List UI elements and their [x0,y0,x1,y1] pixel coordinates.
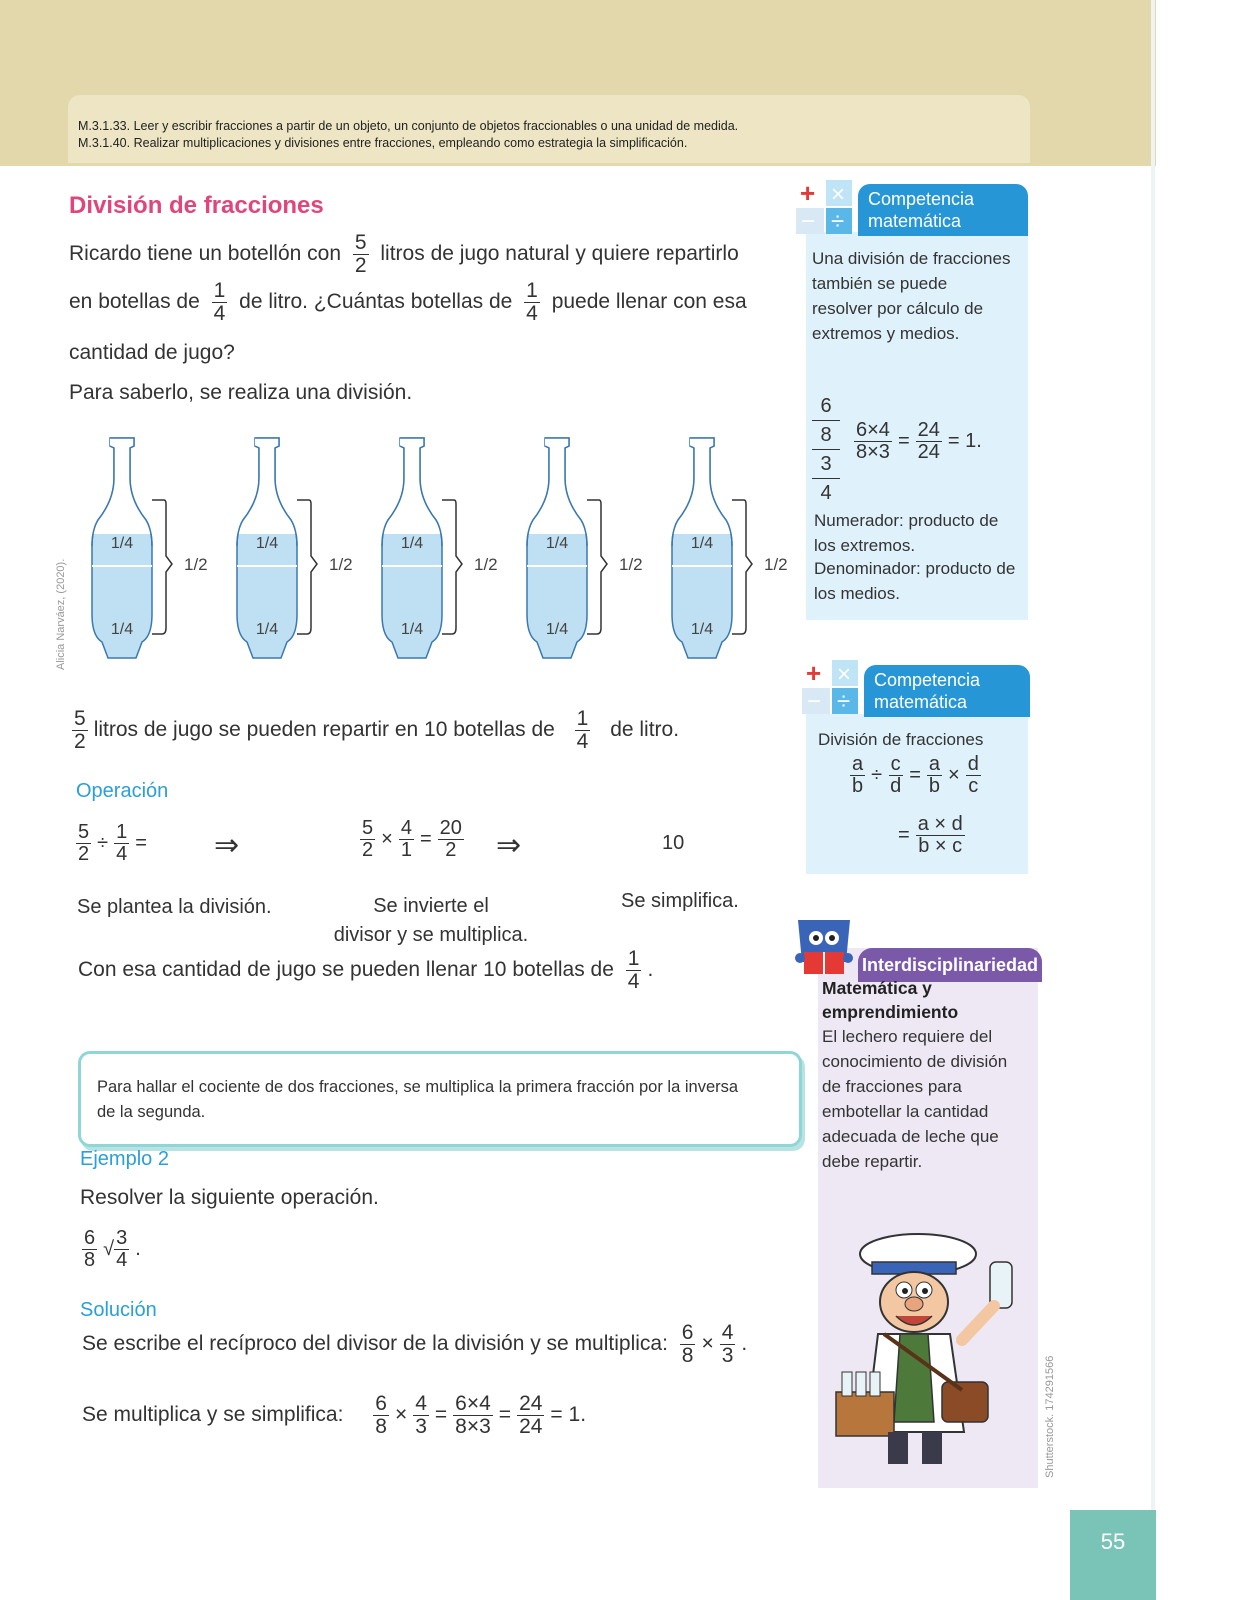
fraction-product [854,420,892,463]
intro-text-5: puede llenar con esa [551,290,747,314]
ejemplo-heading: Ejemplo 2 [80,1148,169,1170]
fraction-6-8 [373,1393,389,1438]
brace [587,500,607,634]
bottles-illustration [60,430,800,680]
num: 6 [375,1392,387,1415]
stack-n2: 3 [812,450,840,479]
half-label: 1/2 [764,555,788,574]
den: 2 [354,254,367,278]
intro-text-3: en botellas de [69,290,200,314]
numerador-text: Numerador: producto de los extremos. [814,511,999,555]
den: 8 [84,1249,96,1271]
division-rule-expression [844,754,987,797]
divide-sign: ÷ [871,763,883,786]
den: 8×3 [455,1415,491,1439]
brace [297,500,317,634]
step1-caption: Se plantea la división. [77,896,272,918]
fraction-1-4 [524,280,540,325]
den: b [928,775,941,797]
competencia-heading-2 [864,665,1030,717]
conclusion-line [78,948,653,993]
fraction-4-1 [399,818,414,861]
fraction-5-2 [360,818,375,861]
den: 4 [526,302,538,326]
den: 3 [415,1415,427,1439]
num: 6 [84,1227,96,1249]
solucion-text-1: Se escribe el recíproco del divisor de la división y se multiplica: [82,1332,668,1356]
num: 24 [519,1392,543,1415]
fraction-a-b [927,754,942,797]
bottle [382,438,498,658]
step2-expression [360,818,470,861]
skill-1: M.3.1.33. Leer y escribir fracciones a partir de un objeto, un conjunto de objetos fraccionables o una unidad de medida. [78,119,739,133]
svg-text:−: − [807,688,822,715]
section-title: División de fracciones [69,192,324,219]
bottle [92,438,208,658]
den: b [852,775,864,797]
quarter-label: 1/4 [400,535,424,552]
num: 6 [681,1321,694,1344]
num: 4 [400,817,412,839]
fraction-5-2 [72,708,88,753]
brace [152,500,172,634]
num: 6×4 [856,419,890,441]
stack-n1: 6 [812,392,840,421]
num: d [967,753,979,775]
fraction-d-c [966,754,981,797]
den: 24 [519,1415,543,1439]
num: a [852,753,864,775]
equals-sign: = [898,823,910,846]
den: 2 [74,730,86,754]
result-text-1: litros de jugo se pueden repartir en 10 botellas de [93,718,555,742]
equals-sign: = [897,429,910,452]
ejemplo-instruction: Resolver la siguiente operación. [80,1186,379,1209]
fraction-a-b [850,754,865,797]
arrow-icon: ⇒ [496,829,522,862]
intro-line-2 [69,280,747,325]
ejemplo-expression [82,1228,141,1271]
num: 1 [627,947,640,970]
fraction-6-8 [82,1228,97,1271]
extremos-medios-expression [812,392,1022,504]
intro-line-4: Para saberlo, se realiza una división. [69,381,413,404]
operacion-heading: Operación [76,780,169,802]
fraction-1-4 [575,708,591,753]
divide-sign: ÷ [97,831,109,854]
bottle-empty-part [672,438,732,534]
num: 5 [354,231,367,254]
num: a × d [917,813,963,835]
interdisciplinariedad-text: El lechero requiere del conocimiento de división de fracciones para embotellar la cantidad adecuada de leche que debe repartir. [822,1027,1008,1171]
quarter-label: 1/4 [545,621,569,638]
fraction-1-4 [114,822,129,865]
intro-text-2: litros de jugo natural y quiere repartirlo [380,242,739,266]
fraction-1-4 [212,280,228,325]
num: 5 [78,821,90,843]
bottle-empty-part [92,438,152,534]
times-sign: × [394,1403,408,1427]
fraction-c-d [888,754,903,797]
den: 3 [721,1344,734,1368]
equals-sign: = [498,1403,512,1427]
times-sign: × [701,1332,714,1356]
bottle-empty-part [237,438,297,534]
skills-text [78,118,738,152]
fraction-20-2 [438,818,464,861]
half-label: 1/2 [184,555,208,574]
times-sign: × [381,827,393,850]
stack-d1: 8 [812,421,840,450]
result: = 1. [947,429,982,452]
bottle-empty-part [527,438,587,534]
num: 1 [576,707,589,730]
fraction-5-2 [353,232,369,277]
rule-note-text: Para hallar el cociente de dos fracciones, se multiplica la primera fracción por la inversa de la segunda. [97,1078,739,1121]
math-operators-icon [802,660,866,716]
den: 2 [78,843,90,865]
stack-d2: 4 [820,482,832,504]
brace [442,500,462,634]
num: 20 [439,817,462,839]
period: . [135,1237,141,1260]
quarter-label: 1/4 [255,535,279,552]
equals-sign: = [434,1403,448,1427]
reading-mascot-icon [788,912,860,984]
equals-sign: = [909,763,921,786]
image-credit: Alicia Narváez, (2020). [55,558,67,670]
step2-caption-1: Se invierte el [373,895,489,917]
fraction-6-8 [680,1322,696,1367]
stacked-fraction [812,392,840,507]
result-text-2: de litro. [610,718,680,742]
result: = 1. [550,1403,587,1427]
solucion-text-2: Se multiplica y se simplifica: [82,1403,344,1427]
heading-line-1: Competencia [874,670,981,690]
quarter-label: 1/4 [110,621,134,638]
num: 6×4 [455,1392,491,1415]
solucion-line-2 [82,1393,586,1438]
division-rule-result [898,814,971,857]
num: 4 [721,1321,734,1344]
den: 4 [627,970,640,994]
extremos-result [848,420,982,463]
step1-expression [76,822,147,865]
illustration-credit: Shutterstock. 174291566 [1044,1355,1056,1478]
den: 4 [116,1249,128,1271]
result-line [72,708,679,753]
intro-line-1 [69,232,739,277]
bottle [672,438,788,658]
intro-line-3: cantidad de jugo? [69,341,235,364]
math-operators-icon [796,180,860,236]
svg-text:×: × [831,181,846,208]
step3-value: 10 [662,832,685,854]
svg-text:+: + [806,660,822,688]
svg-text:+: + [800,180,816,208]
den: 4 [213,302,226,326]
times-sign: × [948,763,960,786]
period: . [741,1332,748,1356]
equals-sign: = [419,827,432,850]
milkman-illustration [822,1222,1022,1472]
num: 1 [526,279,538,302]
competencia-2-title: División de fracciones [818,730,984,749]
operator-sign: √ [103,1237,115,1260]
heading-line-2: matemática [874,692,968,712]
quarter-label: 1/4 [690,621,714,638]
half-label: 1/2 [329,555,353,574]
den: 2 [445,839,457,861]
skill-2: M.3.1.40. Realizar multiplicaciones y divisiones entre fracciones, empleando como estrategia la simplificación. [78,136,688,150]
den: 4 [116,843,128,865]
heading-line-2: matemática [868,211,962,231]
num: 5 [74,707,86,730]
step3-caption: Se simplifica. [621,890,739,912]
quarter-label: 1/4 [255,621,279,638]
page-number: 55 [1070,1510,1156,1600]
num: 1 [213,279,226,302]
period: . [647,958,654,982]
quarter-label: 1/4 [690,535,714,552]
num: 24 [917,419,940,441]
intro-text-4: de litro. ¿Cuántas botellas de [239,290,513,314]
den: 1 [400,839,412,861]
den: 2 [362,839,374,861]
competencia-text-1: Una división de fracciones también se puede resolver por cálculo de extremos y medios. [812,249,1011,343]
interdisciplinariedad-heading: Interdisciplinariedad [858,948,1042,982]
num: 5 [362,817,374,839]
den: 24 [917,441,940,463]
solucion-heading: Solución [80,1299,157,1321]
bottle [527,438,643,658]
conclusion-text: Con esa cantidad de jugo se pueden llenar 10 botellas de [78,958,614,982]
fraction-ad-bc [916,814,965,857]
fraction-1-4 [626,948,642,993]
svg-text:−: − [801,208,816,235]
fraction-24-24 [517,1393,544,1438]
den: 8 [681,1344,694,1368]
den: c [968,775,979,797]
fraction-4-3 [413,1393,429,1438]
bottle-empty-part [382,438,442,534]
quarter-label: 1/4 [400,621,424,638]
heading-line-1: Competencia [868,189,975,209]
fraction-4-3 [720,1322,736,1367]
fraction-5-2 [76,822,91,865]
svg-text:÷: ÷ [831,208,845,235]
quarter-label: 1/4 [110,535,134,552]
fraction-24-24 [916,420,942,463]
brace [732,500,752,634]
den: 8×3 [856,441,890,463]
quarter-label: 1/4 [545,535,569,552]
arrow-icon: ⇒ [214,829,240,862]
intro-text-1: Ricardo tiene un botellón con [69,242,342,266]
bottle [237,438,353,658]
step2-caption-2: divisor y se multiplica. [333,924,529,946]
num: c [890,753,901,775]
svg-text:÷: ÷ [837,688,851,715]
den: d [890,775,902,797]
competencia-heading-1 [858,184,1028,236]
equals-sign: = [135,831,147,854]
fraction-product [453,1393,493,1438]
num: a [928,753,941,775]
fraction-3-4 [114,1228,129,1271]
interdisciplinariedad-subtitle: Matemática y emprendimiento [822,978,959,1022]
solucion-line-1 [82,1322,747,1367]
num: 1 [116,821,128,843]
half-label: 1/2 [619,555,643,574]
svg-text:×: × [837,661,852,688]
den: 4 [576,730,589,754]
den: b × c [918,835,963,857]
denominador-text: Denominador: producto de los medios. [814,559,1016,603]
page-edge-line [1151,0,1155,1600]
den: 8 [375,1415,387,1439]
num: 4 [415,1392,427,1415]
num: 3 [116,1227,128,1249]
step2-caption [326,892,536,950]
half-label: 1/2 [474,555,498,574]
